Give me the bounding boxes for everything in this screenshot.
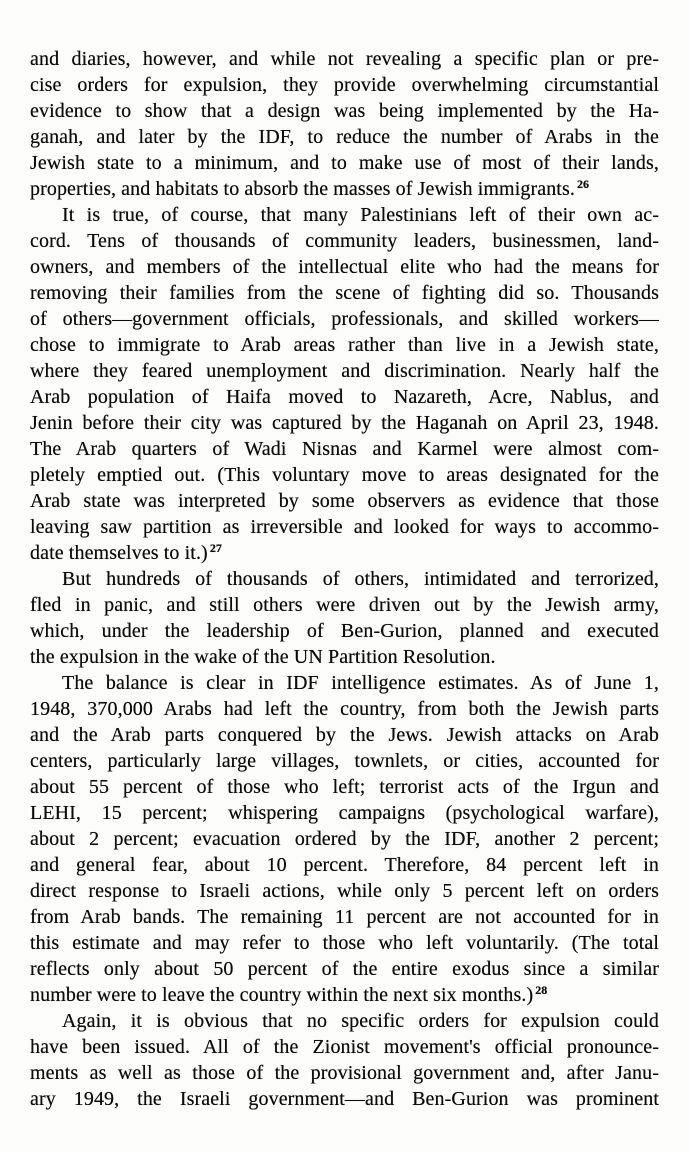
text-line: Again, it is obvious that no specific orders for expulsion could xyxy=(62,1010,659,1032)
text-line: Jewish state to a minimum, and to make use of most of their lands, xyxy=(30,152,659,174)
paragraph xyxy=(30,566,659,670)
text-line: this estimate and may refer to those who left voluntarily. (The total xyxy=(30,932,659,954)
text-line: direct response to Israeli actions, while only 5 percent left on orders xyxy=(30,880,659,902)
text-line: But hundreds of thousands of others, intimidated and terrorized, xyxy=(62,568,659,590)
text-line: the expulsion in the wake of the UN Partition Resolution. xyxy=(30,646,496,668)
text-line: have been issued. All of the Zionist movement's official pronounce- xyxy=(30,1036,659,1058)
text-line: about 55 percent of those who left; terrorist acts of the Irgun and xyxy=(30,776,659,798)
text-line: properties, and habitats to absorb the masses of Jewish immigrants. $^{26}$ xyxy=(30,177,589,200)
text-line: leaving saw partition as irreversible and looked for ways to accommo- xyxy=(30,516,659,538)
text-line: where they feared unemployment and discrimination. Nearly half the xyxy=(30,360,659,382)
text-line: date themselves to it.) $^{27}$ xyxy=(30,541,222,564)
text-line: reflects only about 50 percent of the entire exodus since a similar xyxy=(30,958,659,980)
text-line: ary 1949, the Israeli government—and Ben-Gurion was prominent xyxy=(30,1088,659,1110)
footnote-marker: 27 xyxy=(209,541,222,555)
text-line: cord. Tens of thousands of community leaders, businessmen, land- xyxy=(30,230,659,252)
footnote-marker: 26 xyxy=(576,177,589,191)
text-line: Jenin before their city was captured by the Haganah on April 23, 1948. xyxy=(30,412,659,434)
text-line: removing their families from the scene of fighting did so. Thousands xyxy=(30,282,659,304)
text-line: number were to leave the country within the next six months.) $^{28}$ xyxy=(30,983,548,1006)
paragraph xyxy=(30,670,659,1008)
text-line: The balance is clear in IDF intelligence estimates. As of June 1, xyxy=(62,672,659,694)
text-line: cise orders for expulsion, they provide overwhelming circumstantial xyxy=(30,74,659,96)
text-line: Arab population of Haifa moved to Nazareth, Acre, Nablus, and xyxy=(30,386,659,408)
text-line: which, under the leadership of Ben-Gurion, planned and executed xyxy=(30,620,659,642)
text-line: and general fear, about 10 percent. Therefore, 84 percent left in xyxy=(30,854,659,876)
paragraph xyxy=(30,202,659,566)
text-line: It is true, of course, that many Palestinians left of their own ac- xyxy=(62,204,659,226)
paragraph xyxy=(30,46,659,202)
footnote-marker: 28 xyxy=(535,983,548,997)
text-line: centers, particularly large villages, townlets, or cities, accounted for xyxy=(30,750,659,772)
text-line: ments as well as those of the provisional government and, after Janu- xyxy=(30,1062,659,1084)
text-line: Arab state was interpreted by some observers as evidence that those xyxy=(30,490,659,512)
text-line: LEHI, 15 percent; whispering campaigns (psychological warfare), xyxy=(30,802,659,824)
page-text xyxy=(30,46,659,1112)
text-line: and the Arab parts conquered by the Jews. Jewish attacks on Arab xyxy=(30,724,659,746)
text-line: from Arab bands. The remaining 11 percent are not accounted for in xyxy=(30,906,659,928)
text-line: ganah, and later by the IDF, to reduce the number of Arabs in the xyxy=(30,126,659,148)
text-line: of others—government officials, professionals, and skilled workers— xyxy=(30,308,659,330)
text-line: owners, and members of the intellectual elite who had the means for xyxy=(30,256,659,278)
text-line: and diaries, however, and while not revealing a specific plan or pre- xyxy=(30,48,659,70)
paragraph xyxy=(30,1008,659,1112)
text-line: The Arab quarters of Wadi Nisnas and Karmel were almost com- xyxy=(30,438,659,460)
text-line: evidence to show that a design was being implemented by the Ha- xyxy=(30,100,659,122)
text-line: 1948, 370,000 Arabs had left the country, from both the Jewish parts xyxy=(30,698,659,720)
text-line: fled in panic, and still others were driven out by the Jewish army, xyxy=(30,594,659,616)
text-line: pletely emptied out. (This voluntary move to areas designated for the xyxy=(30,464,659,486)
text-line: chose to immigrate to Arab areas rather than live in a Jewish state, xyxy=(30,334,659,356)
text-line: about 2 percent; evacuation ordered by the IDF, another 2 percent; xyxy=(30,828,659,850)
